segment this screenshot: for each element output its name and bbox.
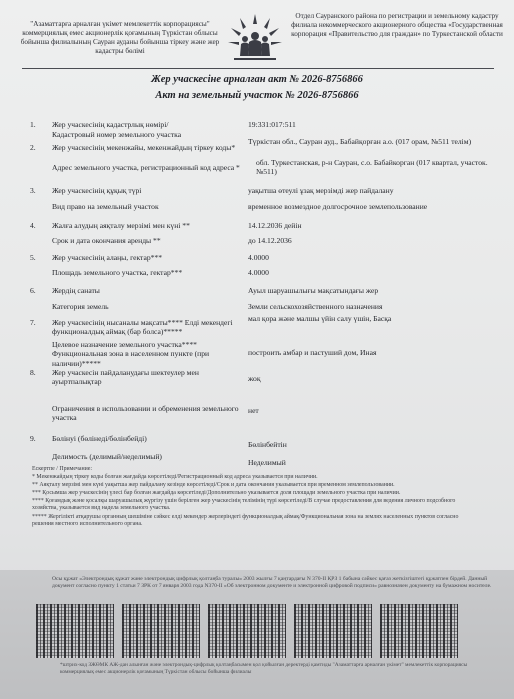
row-number: 7. [30,318,36,327]
header-divider [22,68,494,69]
footer-barcode-note: *штрих-код ЗЖӨМК АЖ-дан алынған және электрондық-цифрлық қолтаңбасымен қол қойылған деректерді қамтиды "Азаматтарға арналған үкімет" мемлекеттік корпорациясы коммерциялық емес акционерлік қоғамының Түркістан облысы бойынша филиалы [60,662,468,675]
row-label-kz: Жер учаскесінің құқық түрі [52,186,142,195]
row-label-kz: Жердің санаты [52,286,100,295]
row-label-kz: Жер учаскесінің мекенжайы, мекенжайдың тіркеу коды* [52,143,236,152]
barcode-icon [36,604,114,658]
barcode-icon [294,604,372,658]
row-label-kz: Жалға алудың аяқталу мерзімі мен күні ** [52,221,190,230]
row-value-ru: построить амбар и пастуший дом, Иная [248,348,377,357]
row-number: 3. [30,186,36,195]
row-value-ru: Неделимый [248,458,286,467]
footer-barcode-area [0,570,514,699]
gov-corporation-emblem-icon [226,12,284,64]
row-label-kz: Жер учаскесінің кадастрлық нөмірі/ [52,120,169,129]
row-value-ru: до 14.12.2036 [248,236,292,245]
header-left-organization: "Азаматтарға арналған үкімет мемлекеттік корпорациясы" коммерциялық емес акционерлік қоғамының Түркістан облысы бойынша филиалының Сауран ауданы бойынша тіркеу және жер кадастры бөлімі [20,20,220,55]
row-value-kz: Ауыл шаруашылығы мақсатындағы жер [248,286,379,295]
row-value-kz: Түркістан обл., Сауран ауд., Бабайқорған а.о. (017 орам, №511 телім) [248,137,472,146]
notes-heading: Ескертпе / Примечание: [32,466,93,472]
row-label-ru: Ограничения в использовании и обременения земельного участка [52,404,239,423]
note-line: ***** Жергілікті атқарушы органның шешіміне сәйкес елді мекендер жерлеріндегі функционалдық аймақ/Функциональная зона на землях населенных пунктов согласно решения местного исполнительного органа. [32,514,459,528]
row-label-ru: Категория земель [52,302,109,311]
row-value-ru: нет [248,406,259,415]
row-value-kz: 4.0000 [248,253,269,262]
note-line: **** Қоғамдық және қосалқы шаруашылық жүргізу үшін берілген жер учаскесінің телімінің түрі көрсетіледі/В случае предоставления для ведения личного подсобного хозяйства, указывается вид надела земельного участка. [32,498,456,512]
row-value-kz: 14.12.2036 дейін [248,221,302,230]
row-label-kz: Жер учаскесінің алаңы, гектар*** [52,253,163,262]
barcode-icon [380,604,458,658]
title-russian: Акт на земельный участок № 2026-8756866 [155,90,359,101]
note-line: *** Қосымша жер учаскесінің үлесі бар болған жағдайда көрсетіледі/Дополнительно указывается доля площади земельного участка при наличии. [32,490,401,496]
footer-legal-text: Осы құжат «Электрондық құжат және электрондық цифрлық қолтаңба туралы» 2003 жылғы 7 қаңтардағы N 370-II ҚРЗ 1 бабына сәйкес қағаз жеткізгіштегі құжатпен бірдей. Данный документ согласно пункту 1 статьи 7 ЗРК от 7 января 2003 года N370-II «Об электронном документе и электронной цифровой подписи» равнозначен документу на бумажном носителе. [52,576,492,589]
row-value-kz: мал қора және малшы үйін салу үшін, Басқа [248,314,392,323]
row-value-ru: Земли сельскохозяйственного назначения [248,302,383,311]
row-number: 4. [30,221,36,230]
row-label-kz: Жер учаскесінің нысаналы мақсаты**** Елді мекендегі функционалдық аймақ (бар болса)***** [52,318,233,337]
header-right-organization: Отдел Сауранского района по регистрации и земельному кадастру филиала некоммерческого акционерного общества «Государственная корпорация «Правительство для граждан» по Туркестанской области [291,12,503,38]
row-label-ru: Кадастровый номер земельного участка [52,130,182,139]
row-value-kz: уақытша өтеулі ұзақ мерзімді жер пайдалану [248,186,394,195]
barcode-icon [122,604,200,658]
row-value-ru: временное возмездное долгосрочное землепользование [248,202,428,211]
row-value-kz: Бөлінбейтін [248,440,287,449]
row-number: 6. [30,286,36,295]
row-value-ru: обл. Туркестанская, р-н Сауран, с.о. Бабайкорган (017 квартал, участок. №511) [256,158,488,177]
note-line: ** Аяқталу мерзімі мен күні уақытша жер пайдалану кезінде көрсетіледі/Срок и дата окончания указывается при временном землепользовании. [32,482,395,488]
row-label-ru: Делимость (делимый/неделимый) [52,452,162,461]
row-label-ru: Площадь земельного участка, гектар*** [52,268,183,277]
barcode-icon [208,604,286,658]
row-number: 2. [30,143,36,152]
row-label-ru: Срок и дата окончания аренды ** [52,236,161,245]
row-label-kz: Жер учаскесін пайдаланудағы шектеулер мен ауыртпалықтар [52,368,199,387]
row-value-kz: жоқ [248,374,261,383]
row-number: 9. [30,434,36,443]
row-number: 8. [30,368,36,377]
row-label-ru: Адрес земельного участка, регистрационный код адреса * [52,163,240,172]
row-label-ru: Вид право на земельный участок [52,202,159,211]
row-value-ru: 4.0000 [248,268,269,277]
title-kazakh: Жер учаскесіне арналған акт № 2026-8756866 [151,74,363,85]
row-label-ru: Целевое назначение земельного участка**** Функциональная зона в населенном пункте (при наличии)***** [52,340,210,368]
row-value-kz: 19:331:017:511 [248,120,296,129]
row-number: 1. [30,120,36,129]
row-label-kz: Бөлінуі (бөлінеді/бөлінбейді) [52,434,147,443]
note-line: * Мекенжайдың тіркеу коды болған жағдайда көрсетіледі/Регистрационный код адреса указывается при наличии. [32,474,318,480]
row-number: 5. [30,253,36,262]
